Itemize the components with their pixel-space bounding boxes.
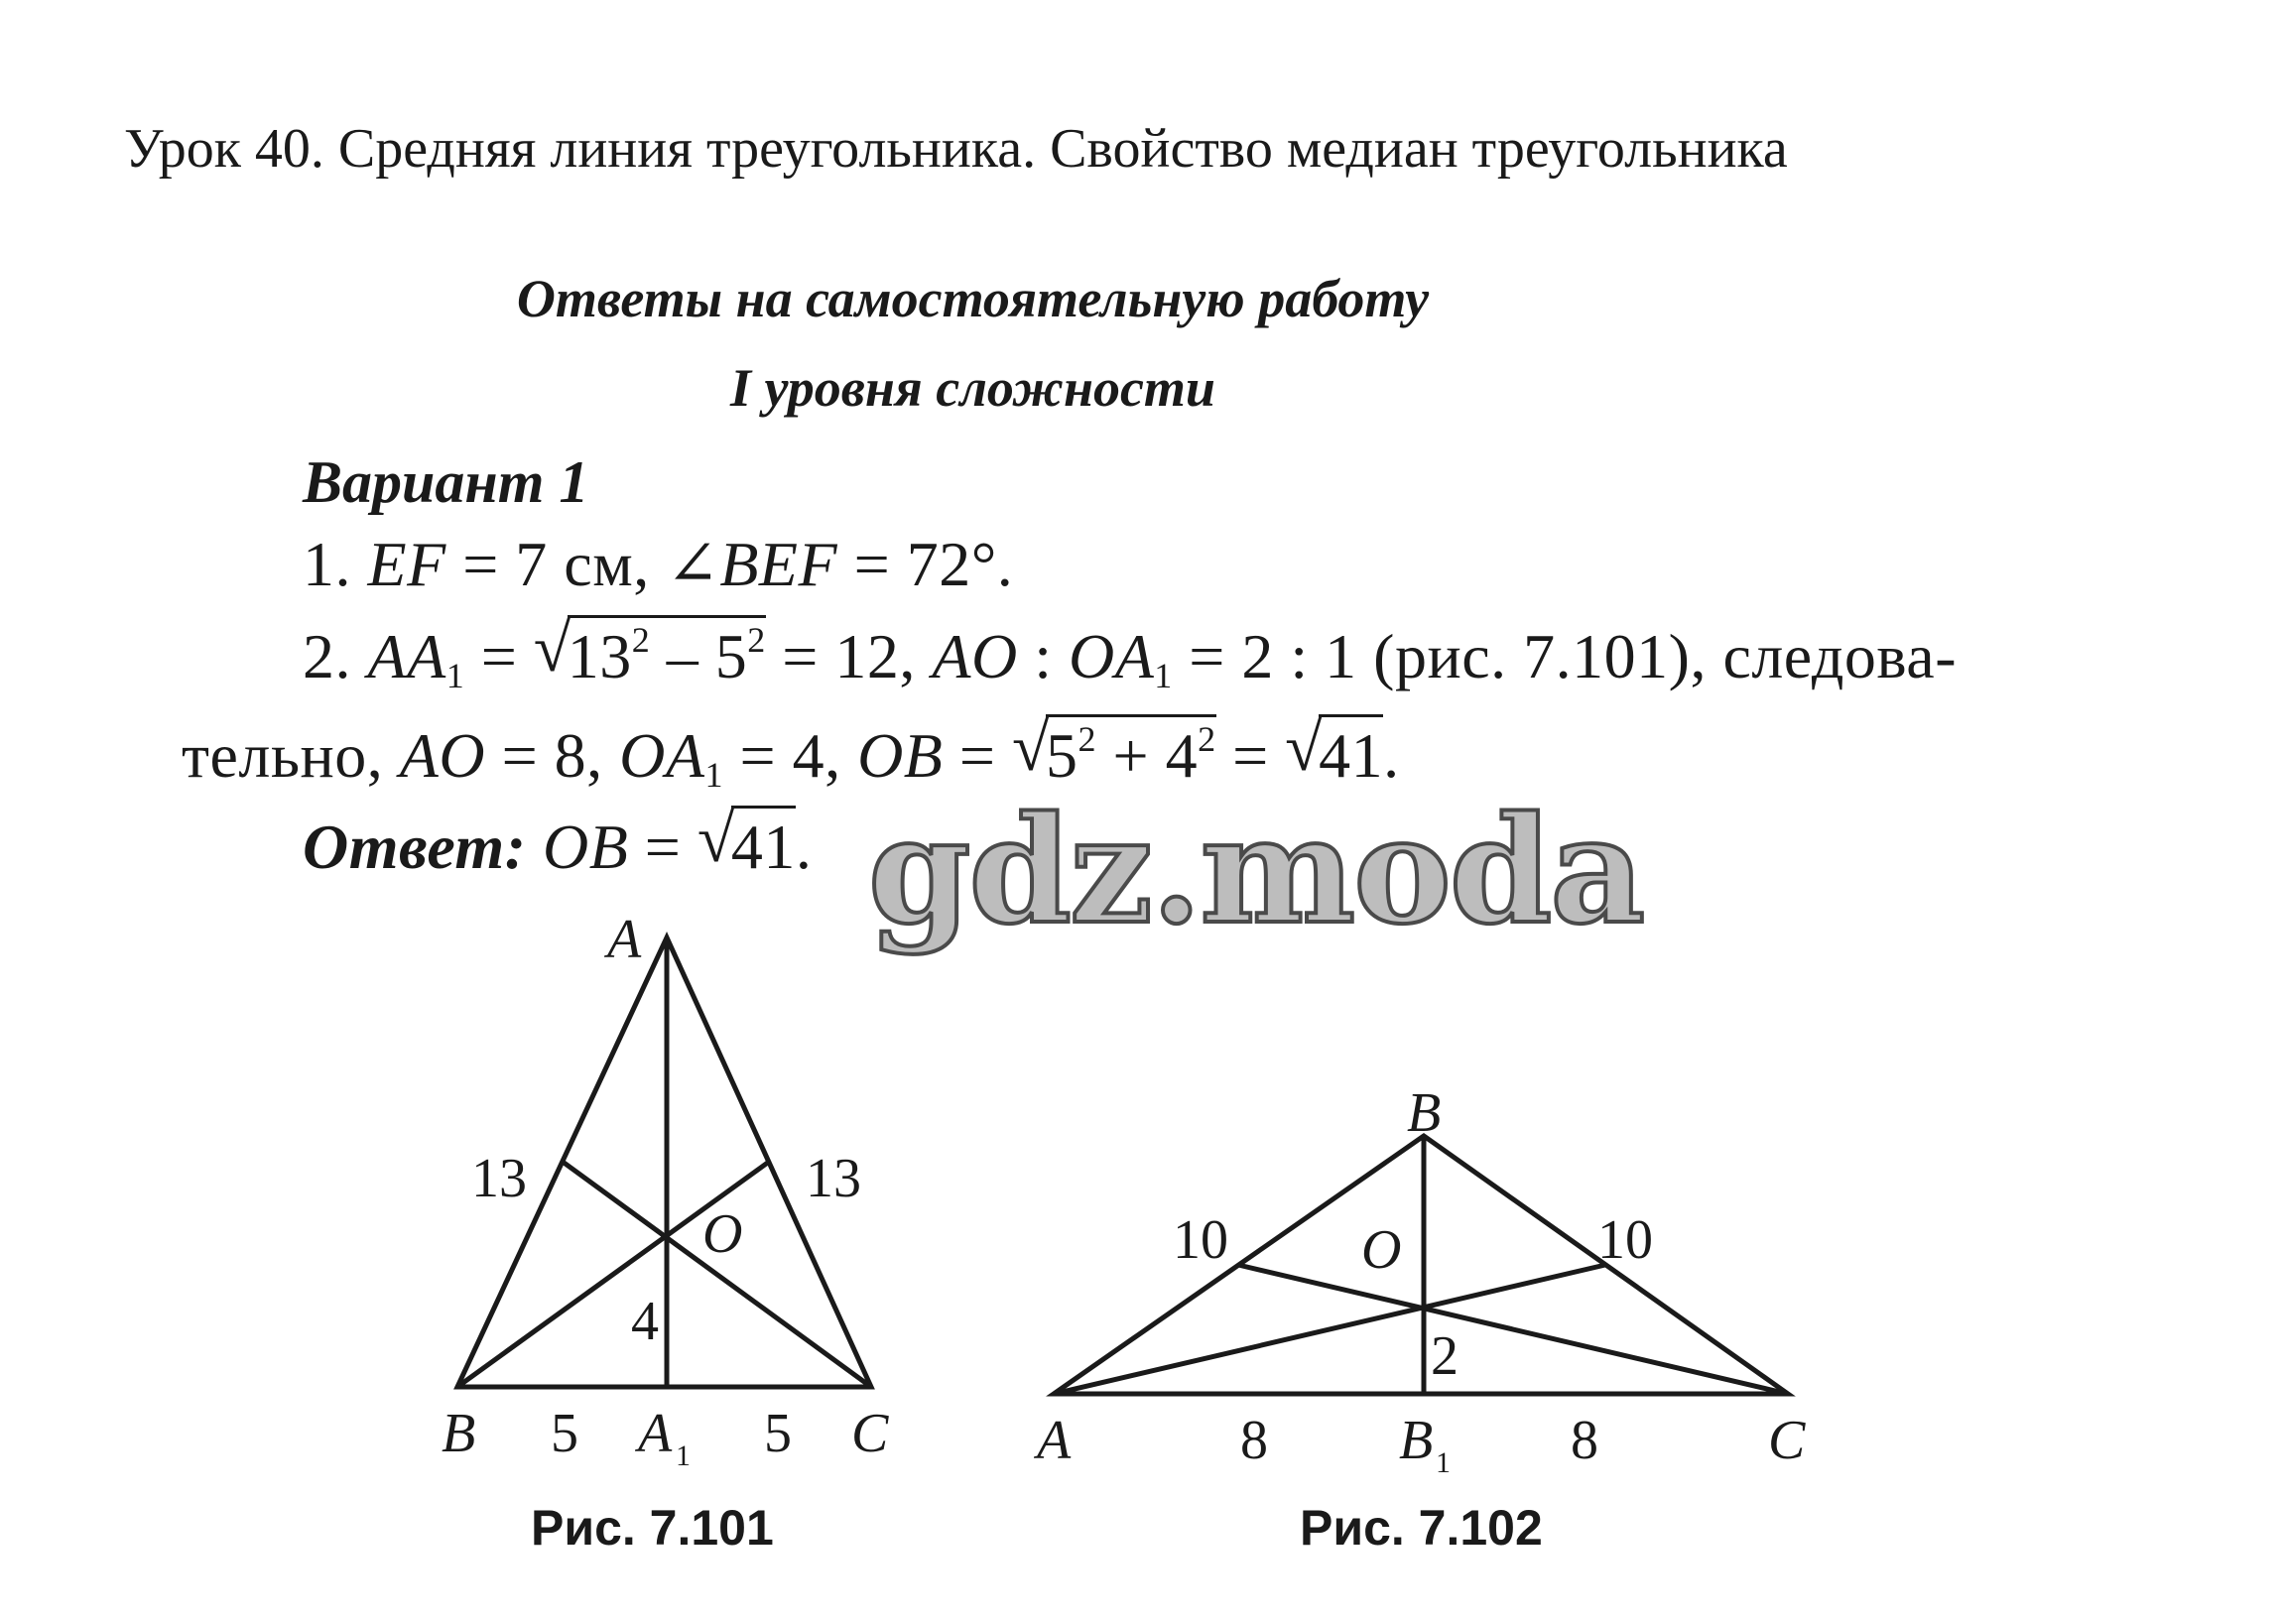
- triangle-abc: [1054, 1136, 1788, 1394]
- ao-value: = 8,: [485, 720, 620, 791]
- exponent: 2: [631, 620, 651, 660]
- subscript: 1: [1154, 656, 1173, 695]
- ratio-text: = 2 : 1 (рис. 7.101), следова-: [1172, 621, 1957, 691]
- exponent: 2: [747, 620, 766, 660]
- segment-aa1: AA: [367, 621, 446, 691]
- label-side-ab: 13: [471, 1148, 527, 1209]
- figure-7-102-labels: [1033, 1082, 1806, 1556]
- difficulty-heading: I уровня сложности: [730, 358, 1215, 418]
- label-c: C: [851, 1403, 889, 1464]
- item-number: 2.: [303, 621, 351, 691]
- label-seg-b1c: 8: [1571, 1410, 1598, 1471]
- label-b1: B: [1399, 1410, 1434, 1471]
- watermark: gdz.moda: [868, 784, 1644, 956]
- subscript: 1: [704, 755, 723, 795]
- angle-bef: ∠BEF: [666, 529, 838, 599]
- lesson-title: Урок 40. Средняя линия треугольника. Свойство медиан треугольника: [124, 118, 1788, 180]
- label-seg-ba1: 5: [551, 1403, 578, 1464]
- label-a: A: [607, 909, 642, 970]
- subscript: 1: [445, 656, 465, 695]
- colon: :: [1017, 621, 1069, 691]
- answer-label: Ответ:: [303, 812, 527, 882]
- label-seg-ab1: 8: [1240, 1410, 1268, 1471]
- label-side-bc: 10: [1597, 1209, 1653, 1271]
- equals: =: [628, 812, 698, 882]
- equals: =: [464, 621, 534, 691]
- radicand-term: – 5: [650, 621, 748, 691]
- period: .: [795, 812, 813, 882]
- period: .: [1383, 720, 1400, 791]
- continuation-prefix: тельно,: [182, 720, 400, 791]
- radicand-term: + 4: [1095, 720, 1199, 791]
- exponent: 2: [1078, 719, 1096, 759]
- caption-7-101: Рис. 7.101: [531, 1500, 774, 1556]
- segment-ao: AO: [932, 621, 1018, 691]
- answers-heading: Ответы на самостоятельную работу: [516, 269, 1430, 328]
- caption-7-102: Рис. 7.102: [1300, 1500, 1543, 1556]
- equals: =: [1215, 720, 1286, 791]
- label-ob1: 2: [1431, 1325, 1459, 1387]
- label-c: C: [1768, 1410, 1806, 1471]
- equals: =: [943, 720, 1012, 791]
- label-side-ac: 13: [806, 1148, 861, 1209]
- segment-ob: OB: [857, 720, 944, 791]
- radicand-term: 13: [567, 621, 632, 691]
- label-a1-sub: 1: [676, 1439, 691, 1472]
- segment-oa1: OA: [1068, 621, 1155, 691]
- item-number: 1.: [303, 529, 351, 599]
- segment-ob: OB: [526, 812, 629, 882]
- angle-value: = 72°.: [837, 529, 1014, 599]
- segment-ef: EF: [367, 529, 446, 599]
- label-b1-sub: 1: [1436, 1446, 1451, 1479]
- label-b: B: [1407, 1082, 1442, 1144]
- aa1-value: = 12,: [765, 621, 933, 691]
- label-a1: A: [638, 1403, 673, 1464]
- label-side-ab: 10: [1173, 1209, 1228, 1271]
- variant-label: Вариант 1: [303, 449, 589, 515]
- exponent: 2: [1198, 719, 1216, 759]
- label-oa1: 4: [631, 1291, 659, 1352]
- segment-ao: AO: [399, 720, 486, 791]
- radicand: 41: [731, 806, 796, 884]
- label-b: B: [442, 1403, 476, 1464]
- radicand-term: 5: [1045, 720, 1078, 791]
- segment-oa1: OA: [619, 720, 705, 791]
- oa1-value: = 4,: [722, 720, 858, 791]
- label-o: O: [702, 1203, 743, 1265]
- ef-value: = 7 см,: [445, 529, 667, 599]
- label-o: O: [1361, 1219, 1402, 1281]
- radicand: 41: [1319, 714, 1383, 793]
- figure-7-102: [1054, 1136, 1788, 1394]
- label-a: A: [1037, 1410, 1072, 1471]
- label-seg-a1c: 5: [764, 1403, 792, 1464]
